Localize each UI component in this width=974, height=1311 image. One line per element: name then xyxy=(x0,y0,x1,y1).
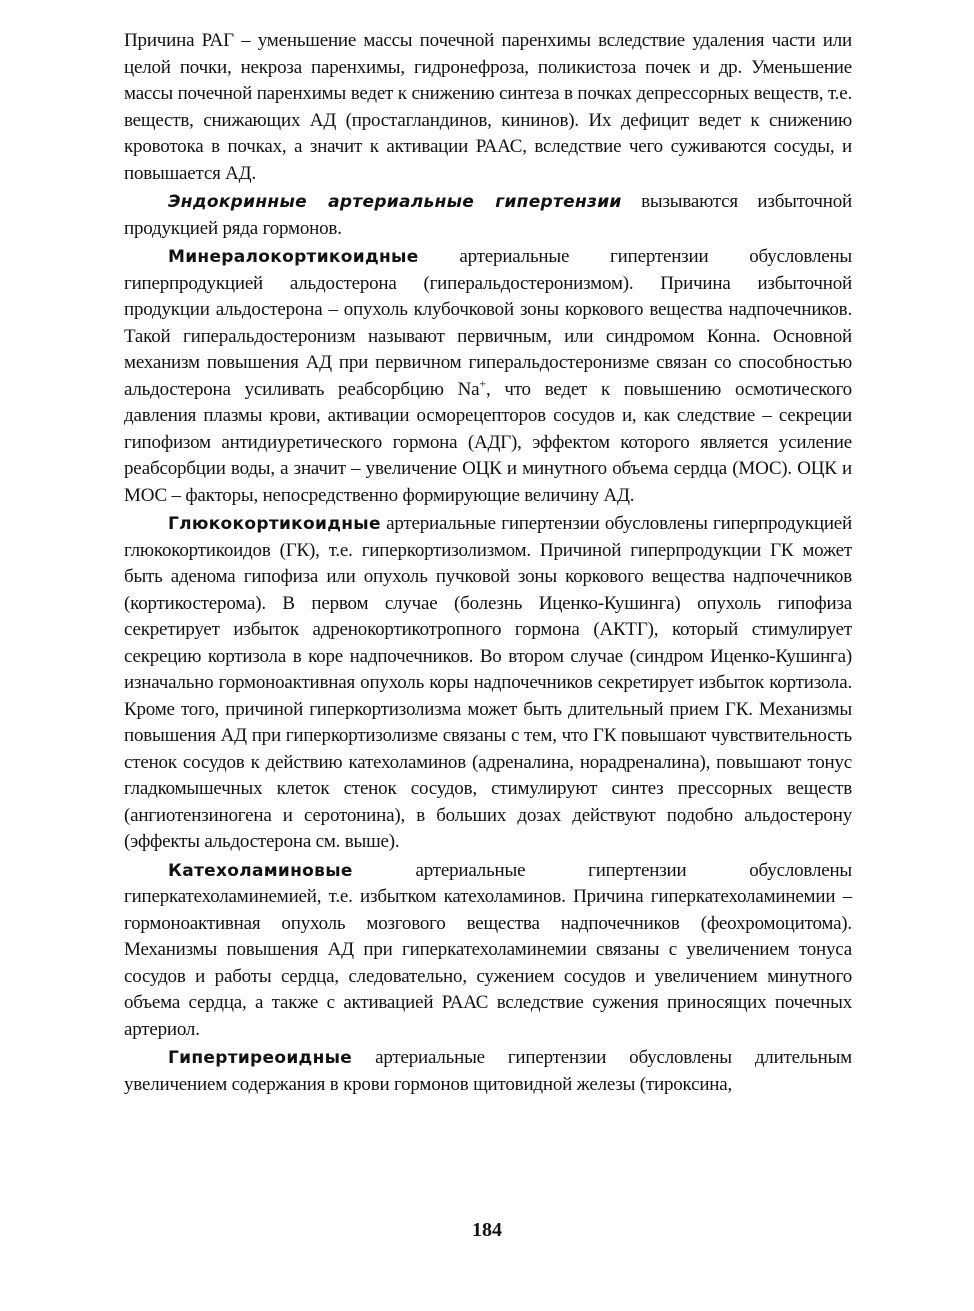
paragraph-mineralocorticoid xyxy=(124,244,852,509)
paragraph-text: артериальные гипертензии обусловлены гиперкатехоламинемией, т.е. избытком катехоламинов. Причина гиперкатехоламинемии – гормоноактивная опухоль мозгового вещества надпочечников (феохромоцитома). Механизмы повышения АД при гиперкатехоламинемии связаны с увеличением тонуса сосудов и работы сердца, следовательно, сужением сосудов и увеличением минутного объема сердца, а также с активацией РААС вследствие сужения приносящих почечных артериол. xyxy=(124,859,852,1040)
paragraph-rag-cause xyxy=(124,28,852,187)
paragraph-lead-term: Глюкокортикоидные xyxy=(168,514,381,534)
paragraph-text: артериальные гипертензии обусловлены гиперпродукцией глюкокортикоидов (ГК), т.е. гиперкортизолизмом. Причиной гиперпродукции ГК может быть аденома гипофиза или опухоль пучковой зоны коркового вещества надпочечников (кортикостерома). В первом случае (болезнь Иценко-Кушинга) опухоль гипофиза секретирует избыток адренокортикотропного гормона (АКТГ), который стимулирует секрецию кортизола в коре надпочечников. Во втором случае (синдром Иценко-Кушинга) изначально гормоноактивная опухоль коры надпочечников секретирует избыток кортизола. Кроме того, причиной гиперкортизолизма может быть длительный прием ГК. Механизмы повышения АД при гиперкортизолизме связаны с тем, что ГК повышают чувствительность стенок сосудов к действию катехоламинов (адреналина, норадреналина), повышают тонус гладкомышечных клеток стенок сосудов, стимулируют синтез прессорных веществ (ангиотензиногена и серотонина), в больших дозах действуют подобно альдостерону (эффекты альдостерона см. выше). xyxy=(124,513,852,852)
paragraph-lead-term: Эндокринные артериальные гипертензии xyxy=(168,192,622,212)
paragraph-hyperthyroid xyxy=(124,1045,852,1098)
paragraph-text: артериальные гипертензии обусловлены длительным увеличением содержания в крови гормонов щитовидной железы (тироксина, xyxy=(124,1047,852,1095)
paragraph-lead-term: Минералокортикоидные xyxy=(168,247,419,267)
paragraph-text: артериальные гипертензии обусловлены гиперпродукцией альдостерона (гиперальдостеронизмом). Причина избыточной продукции альдостерона – опухоль клубочковой зоны коркового вещества надпочечников. Такой гиперальдостеронизм называют первичным, или синдромом Конна. Основной механизм повышения АД при первичном гиперальдостеронизме связан со способностью альдостерона усиливать реабсорбцию Na xyxy=(124,246,852,400)
paragraph-lead-term: Гипертиреоидные xyxy=(168,1048,353,1068)
paragraph-text: Причина РАГ – уменьшение массы почечной паренхимы вследствие удаления части или целой почки, некроза паренхимы, гидронефроза, поликистоза почек и др. Уменьшение массы почечной паренхимы ведет к снижению синтеза в почках депрессорных веществ, т.е. веществ, снижающих АД (простагландинов, кининов). Их дефицит ведет к снижению кровотока в почках, а значит к активации РААС, вследствие чего суживаются сосуды, и повышается АД. xyxy=(124,30,852,184)
superscript-plus: + xyxy=(479,376,486,391)
paragraph-lead-term: Катехоламиновые xyxy=(168,860,353,881)
paragraph-glucocorticoid xyxy=(124,511,852,856)
paragraph-catecholamine xyxy=(124,858,852,1044)
page-number: 184 xyxy=(472,1219,502,1241)
paragraph-endocrine xyxy=(124,189,852,242)
paragraph-text-continued: , что ведет к повышению осмотического давления плазмы крови, активации осморецепторов сосудов и, как следствие – секреции гипофизом антидиуретического гормона (АДГ), эффектом которого является усиление реабсорбции воды, а значит – увеличение ОЦК и минутного объема сердца (МОС). ОЦК и МОС – факторы, непосредственно формирующие величину АД. xyxy=(124,378,852,506)
paragraph-text: вызываются избыточной продукцией ряда гормонов. xyxy=(124,191,852,239)
page-body xyxy=(124,28,852,1098)
